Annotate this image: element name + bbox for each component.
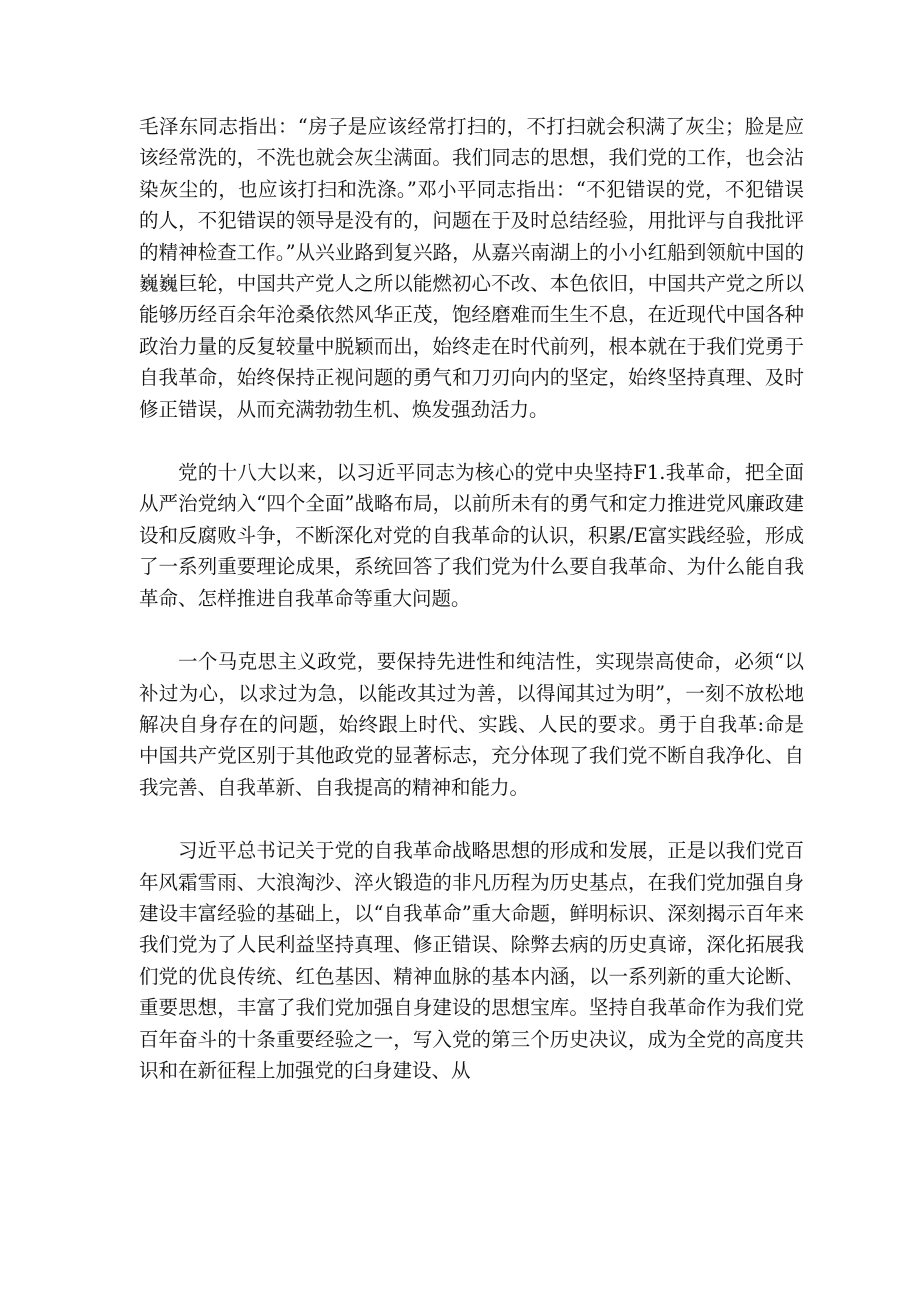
paragraph-2: 党的十八大以来，以习近平同志为核心的党中央坚持F1.我革命，把全面从严治党纳入“四个全面”战略布局，以前所未有的勇气和定力推进党风廉政建设和反腐败斗争，不断深化对党的自我革命的认识，积累/E富实践经验，形成了一系列重要理论成果，系统回答了我们党为什么要自我革命、为什么能自我革命、怎样推进自我革命等重大问题。 [139, 461, 804, 610]
paragraph-1: 毛泽东同志指出：“房子是应该经常打扫的，不打扫就会积满了灰尘；脸是应该经常洗的，不洗也就会灰尘满面。我们同志的思想，我们党的工作，也会沾染灰尘的，也应该打扫和洗涤。”邓小平同志指出：“不犯错误的党，不犯错误的人，不犯错误的领导是没有的，问题在于及时总结经验，用批评与自我批评的精神检查工作。”从兴业路到复兴路，从嘉兴南湖上的小小红船到领航中国的巍巍巨轮，中国共产党人之所以能燃初心不改、本色依旧，中国共产党之所以能够历经百余年沧桑依然风华正茂，饱经磨难而生生不息，在近现代中国各种政治力量的反复较量中脱颖而出，始终走在时代前列，根本就在于我们党勇于自我革命，始终保持正视问题的勇气和刀刃向内的坚定，始终坚持真理、及时修正错误，从而充满勃勃生机、焕发强劲活力。 [139, 115, 804, 421]
paragraph-3: 一个马克思主义政党，要保持先进性和纯洁性，实现崇高使命，必须“以补过为心，以求过为急，以能改其过为善，以得闻其过为明”，一刻不放松地解决自身存在的问题，始终跟上时代、实践、人民的要求。勇于自我革:命是中国共产党区别于其他政党的显著标志，充分体现了我们党不断自我净化、自我完善、自我革新、自我提高的精神和能力。 [139, 650, 804, 799]
paragraph-4: 习近平总书记关于党的自我革命战略思想的形成和发展，正是以我们党百年风霜雪雨、大浪淘沙、淬火锻造的非凡历程为历史基点，在我们党加强自身建设丰富经验的基础上，以“自我革命”重大命题，鲜明标识、深刻揭示百年来我们党为了人民利益坚持真理、修正错误、除弊去病的历史真谛，深化拓展我们党的优良传统、红色基因、精神血脉的基本内涵，以一系列新的重大论断、重要思想，丰富了我们党加强自身建设的思想宝库。坚持自我革命作为我们党百年奋斗的十条重要经验之一，写入党的第三个历史决议，成为全党的高度共识和在新征程上加强党的臼身建设、从 [139, 839, 804, 1082]
